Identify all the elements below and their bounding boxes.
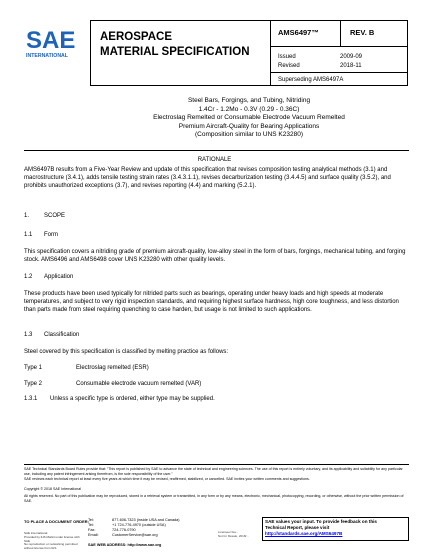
issued-value: 2009-09 (340, 54, 363, 60)
web-address (88, 543, 161, 547)
spec-title-line: 1.4Cr - 1.2Mo - 0.3V (0.29 - 0.36C) (198, 105, 300, 113)
contact-label: Tel: (88, 523, 94, 527)
rationale-heading: RATIONALE (197, 157, 232, 163)
footer-review: SAE reviews each technical report at least every five years at which time it may be revised, reaffirmed, stabilized, or cancelled. SAE invites your written comments and suggestions. (24, 477, 310, 481)
contact-label: Email: (88, 533, 99, 537)
document-type-title (100, 30, 270, 60)
revised-value: 2018-11 (340, 63, 362, 69)
footer-copyright: Copyright © 2018 SAE International (24, 487, 81, 491)
divider (270, 46, 408, 47)
order-contacts (88, 518, 180, 538)
spec-title-line: Steel Bars, Forgings, and Tubing, Nitriding (187, 97, 311, 104)
title-line-1: AEROSPACE (100, 31, 172, 43)
spec-title-line: Electroslag Remelted or Consumable Electrode Vacuum Remelted (153, 114, 345, 121)
provider-note: SAE International Provided by IHS Markit under license with SAE No reproduction or networking permitted without license from IHS (24, 531, 80, 551)
feedback-link[interactable]: http://standards.sae.org/AMS6497B (265, 530, 343, 536)
form-text: This specification covers a nitriding grade of premium aircraft-quality, low-alloy steel in the form of bars, forgings, mechanical tubing, and forging stock. AMS6496 and AMS6498 cover UNS K23280 with other quality levels. (24, 249, 406, 263)
footer-separator (24, 464, 409, 465)
type-1-value: Electroslag remelted (ESR) (76, 365, 149, 371)
type-2-value: Consumable electrode vacuum remelted (VAR) (76, 381, 202, 387)
contact-value: +1 724-776-4970 (outside USA) (112, 523, 166, 527)
spec-title-line: Premium Aircraft-Quality for Bearing Applications (178, 122, 320, 130)
section-heading-form (24, 231, 58, 239)
classification-text: Steel covered by this specification is classified by melting practice as follows: (24, 349, 229, 355)
item-text: Unless a specific type is ordered, either type may be supplied. (50, 396, 215, 402)
web-link[interactable]: http://www.sae.org (127, 543, 162, 547)
section-heading-scope (24, 212, 65, 220)
type-2-label: Type 2 (24, 381, 43, 387)
footer-rules: SAE Technical Standards Board Rules provide that: “This report is published by SAE to advance the state of technical and engineering sciences. The use of this report is entirely voluntary, and its applicability and suitability for any particular use, including any patent infringement arising therefrom, is the sole responsibility of the user.” (24, 467, 403, 476)
footer-rights: All rights reserved. No part of this publication may be reproduced, stored in a retrieval system or transmitted, in any form or by any means, electronic, mechanical, photocopying, recording, or otherwise, without the prior written permission of SAE. (24, 494, 404, 503)
divider (270, 72, 408, 73)
revision: REV. B (350, 28, 375, 37)
feedback-line: SAE values your input. To provide feedback on this (265, 519, 377, 524)
superseding: Superseding AMS6497A (278, 77, 344, 83)
rationale-text: AMS6497B results from a Five-Year Review and update of this specification that revises composition testing analytical methods (3.1) and macrostructure (3.4.1), adds tensile testing strain rates (3.4.3.1.1), revises decarburization testing (3.4.4.5) and surface quality (3.5.2), and prohibits unauthorized exceptions (3.7), and revises reporting (4.4) and marking (5.2.1). (24, 167, 391, 189)
logo-subtext: INTERNATIONAL (26, 53, 68, 59)
contact-label: Tel: (88, 518, 94, 522)
section-title: Classification (44, 332, 80, 338)
section-heading-application (24, 273, 73, 281)
section-title: Form (44, 232, 58, 238)
section-number: 1. (24, 213, 30, 219)
web-label: SAE WEB ADDRESS: (88, 543, 127, 547)
license-note: Licensee=Ga... Not for Resale, 2018/... (218, 530, 249, 538)
section-number: 1.3 (24, 332, 33, 338)
spec-title-line: (Composition similar to UNS K23280) (194, 131, 303, 138)
section-number: 1.1 (24, 232, 33, 238)
section-number: 1.2 (24, 274, 33, 280)
contact-row (88, 533, 180, 538)
order-heading: TO PLACE A DOCUMENT ORDER: (24, 519, 89, 524)
separator (24, 150, 409, 151)
application-text: These products have been used typically for nitrided parts such as bearings, operating under heavy loads and high speeds at moderate temperatures, and subject to very rigid inspection standards, and requiring highest surface hardness, high core toughness, and less distortion than parts made from steel requiring quenching to case harden, but usage is not limited to such applications. (24, 291, 399, 313)
section-title: SCOPE (44, 213, 66, 219)
item-number: 1.3.1 (24, 396, 38, 402)
contact-value: 724-776-0790 (112, 528, 136, 532)
email-link[interactable]: CustomerService@sae.org (112, 533, 158, 537)
logo-text: SAE (26, 27, 76, 54)
revised-label: Revised (278, 63, 300, 69)
document-number: AMS6497™ (278, 28, 319, 37)
feedback-text (265, 519, 407, 536)
divider (340, 20, 341, 46)
issued-label: Issued (278, 54, 296, 60)
spec-title (90, 97, 408, 140)
contact-label: Fax: (88, 528, 96, 532)
sae-logo (24, 24, 80, 60)
contact-value: 877-606-7323 (inside USA and Canada) (112, 518, 180, 522)
feedback-line: Technical Report, please visit (265, 524, 330, 530)
section-heading-classification (24, 331, 79, 339)
divider (270, 20, 271, 86)
type-1-label: Type 1 (24, 365, 43, 371)
section-title: Application (44, 274, 74, 280)
title-line-2: MATERIAL SPECIFICATION (100, 46, 250, 58)
